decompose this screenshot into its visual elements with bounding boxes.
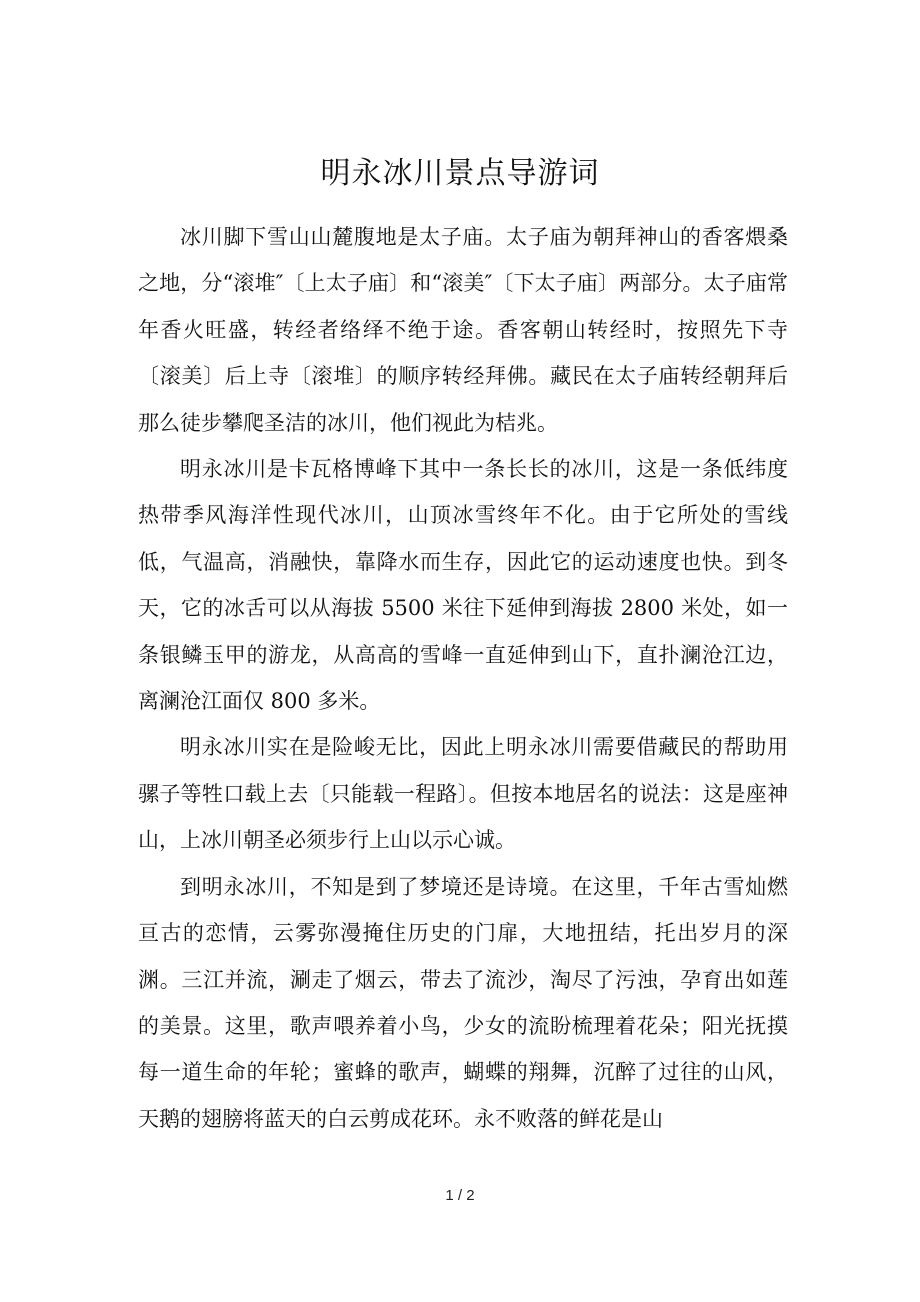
paragraph-3: 明永冰川实在是险峻无比，因此上明永冰川需要借藏民的帮助用骡子等牲口载上去〔只能载一程路〕。但按本地居名的说法：这是座神山，上冰川朝圣必须步行上山以示心诚。 — [138, 735, 788, 853]
page-number: 1 / 2 — [445, 1187, 475, 1204]
document-title: 明永冰川景点导游词 — [320, 156, 600, 191]
paragraph-1: 冰川脚下雪山山麓腹地是太子庙。太子庙为朝拜神山的香客煨桑之地，分“滚堆″〔上太子庙〕和“滚美″〔下太子庙〕两部分。太子庙常年香火旺盛，转经者络绎不绝于途。香客朝山转经时，按照先下寺〔滚美〕后上寺〔滚堆〕的顺序转经拜佛。藏民在太子庙转经朝拜后那么徒步攀爬圣洁的冰川，他们视此为桔兆。 — [138, 225, 788, 435]
document-body — [138, 214, 788, 1142]
paragraph-4: 到明永冰川，不知是到了梦境还是诗境。在这里，千年古雪灿燃亘古的恋情，云雾弥漫掩住历史的门扉，大地扭结，托出岁月的深渊。三江并流，涮走了烟云，带去了流沙，淘尽了污浊，孕育出如莲的美景。这里，歌声喂养着小鸟，少女的流盼梳理着花朵；阳光抚摸每一道生命的年轮；蜜蜂的歌声，蝴蝶的翔舞，沉醉了过往的山风，天鹅的翅膀将蓝天的白云剪成花环。永不败落的鲜花是山 — [138, 874, 788, 1131]
paragraph-2: 明永冰川是卡瓦格博峰下其中一条长长的冰川，这是一条低纬度热带季风海洋性现代冰川，山顶冰雪终年不化。由于它所处的雪线低，气温高，消融快，靠降水而生存，因此它的运动速度也快。到冬天，它的冰舌可以从海拔 5500 米往下延伸到海拔 2800 米处，如一条银鳞玉甲的游龙，从高高的雪峰一直延伸到山下，直扑澜沧江边，离澜沧江面仅 800 多米。 — [138, 457, 788, 714]
